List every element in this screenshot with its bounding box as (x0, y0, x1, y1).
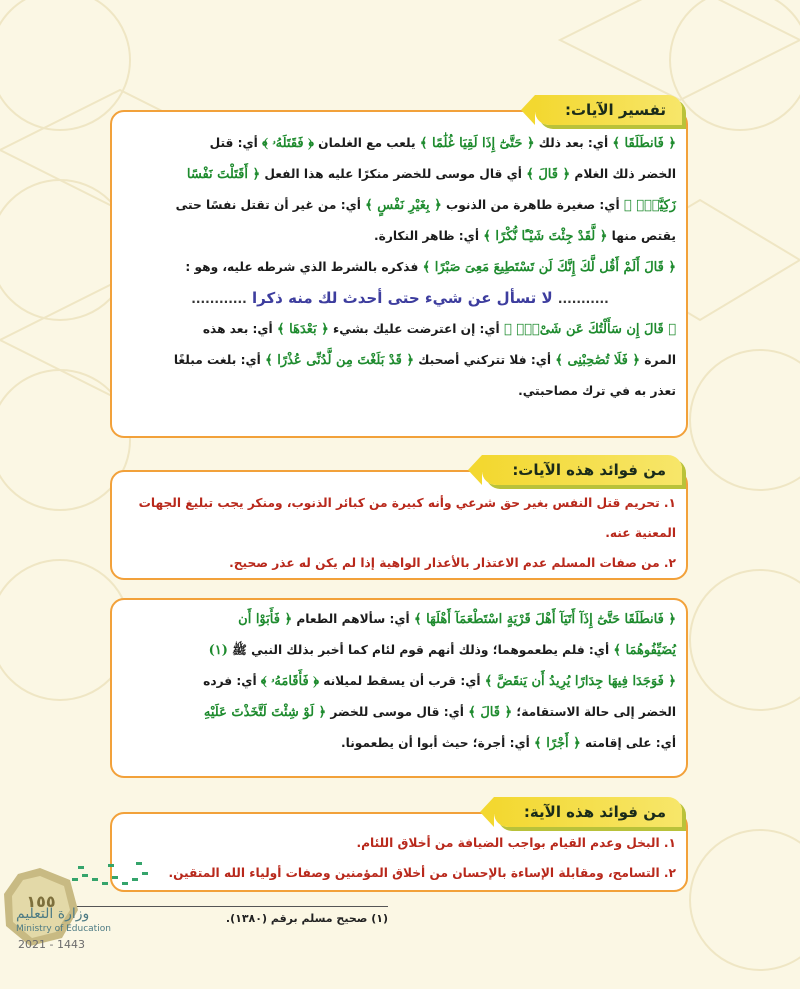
text-line (124, 159, 676, 190)
text-fragment: ٢. من صفات المسلم عدم الاعتذار بالأعذار الواهية إذا لم يكن له عذر صحيح. (229, 556, 676, 570)
text-line (124, 666, 676, 697)
ayah-fragment: ﴿ فَانطَلَقَا ﴾ (612, 136, 676, 151)
benefits-text-1 (124, 488, 676, 578)
text-fragment: لا تسأل عن شيء حتى أحدث لك منه ذكرا (246, 289, 558, 307)
text-line (124, 376, 676, 406)
ministry-name-en: Ministry of Education (16, 924, 111, 934)
text-fragment: تعذر به في ترك مصاحبتي. (518, 384, 676, 398)
text-fragment: الخضر إلى حالة الاستقامة؛ (512, 705, 676, 719)
ayah-fragment: ﴿ أَجْرًا ﴾ (534, 736, 581, 751)
ayah-fragment: ﴿ قَالَ إِن سَأَلْتُكَ عَن شَىْءٍۭ ﴾ (503, 322, 676, 337)
text-fragment: أي: ظاهر النكارة. (374, 229, 484, 243)
text-fragment: أي: سألاهم الطعام (292, 612, 414, 626)
text-line (124, 604, 676, 635)
text-fragment: أي: على إقامته (580, 736, 676, 750)
text-fragment: يقتص منها (607, 229, 676, 243)
text-fragment: أي: قتل (209, 136, 263, 150)
text-line (124, 190, 676, 221)
ayah-fragment: ﴿ فَلَا تُصَٰحِبْنِى ﴾ (555, 353, 641, 368)
text-fragment: أي: بعد ذلك (534, 136, 613, 150)
text-fragment: ........... (557, 292, 609, 306)
text-fragment: أي: صغيرة طاهرة من الذنوب (441, 198, 624, 212)
section-title-benefits-1: من فوائد هذه الآيات: (482, 455, 682, 485)
page-number: ١٥٥ (26, 892, 56, 911)
text-fragment: ١. البخل وعدم القيام بواجب الضيافة من أخلاق اللئام. (356, 836, 676, 850)
text-fragment: أي: فلم يطعموهما؛ وذلك أنهم قوم لئام كما أخبر بذلك النبي ﷺ (227, 643, 614, 657)
ayah-fragment: ﴿ أَقَتَلْتَ نَفْسًا (186, 167, 261, 182)
text-line (124, 518, 676, 548)
text-line (124, 221, 676, 252)
text-fragment: المرة (640, 353, 676, 367)
text-fragment: أي: أجرة؛ حيث أبوا أن يطعمونا. (341, 736, 535, 750)
text-fragment: الخضر ذلك الغلام (570, 167, 676, 181)
ayah-fragment: ﴿ فَوَجَدَا فِيهَا جِدَارًا يُرِيدُ أَن يَنقَضَّ ﴾ (484, 674, 676, 689)
text-fragment: أي: فلا تتركني أصحبك (414, 353, 556, 367)
ayah-fragment: ﴿ فَأَبَوْا أَن (238, 612, 293, 627)
text-line (124, 635, 676, 666)
text-line (124, 283, 676, 314)
edition-year: 2021 - 1443 (18, 938, 85, 951)
text-line (124, 345, 676, 376)
ministry-name-ar: وزارة التعليم (16, 906, 90, 922)
ayah-fragment: ﴿ لَوْ شِئْتَ لَتَّخَذْتَ عَلَيْهِ (203, 705, 327, 720)
text-fragment: (١) (208, 643, 228, 658)
text-fragment: أي: من غير أن تقتل نفسًا حتى (175, 198, 366, 212)
ayah-fragment: ﴿ فَقَتَلَهُۥ ﴾ (262, 136, 314, 151)
ayah-fragment: ﴿ قَالَ أَلَمْ أَقُل لَّكَ إِنَّكَ لَن تَسْتَطِيعَ مَعِىَ صَبْرًا ﴾ (422, 260, 676, 275)
ayah-fragment: ﴿ قَالَ ﴾ (526, 167, 571, 182)
text-fragment: أي: بعد هذه (202, 322, 277, 336)
text-fragment: أي قال موسى للخضر منكرًا عليه هذا الفعل (260, 167, 527, 181)
text-fragment: ............ (191, 292, 247, 306)
footnote: (١) صحيح مسلم برقم (١٣٨٠). (225, 912, 388, 925)
text-fragment: المعنية عنه. (605, 526, 676, 540)
text-line (124, 488, 676, 518)
text-fragment: يلعب مع الغلمان (313, 136, 420, 150)
ayah-fragment: ﴿ لَّقَدْ جِئْتَ شَيْـًٔا نُّكْرًا ﴾ (483, 229, 608, 244)
text-fragment: ٢. التسامح، ومقابلة الإساءة بالإحسان من أخلاق المؤمنين وصفات أولياء الله المتقين. (168, 866, 676, 880)
ayah-fragment: يُضَيِّفُوهُمَا ﴾ (613, 643, 676, 658)
text-fragment: أي: فرده (203, 674, 261, 688)
text-line (124, 697, 676, 728)
section-title-tafsir: تفسير الآيات: (535, 95, 682, 125)
text-fragment: أي: إن اعترضت عليك بشيء (328, 322, 504, 336)
text-line (124, 728, 676, 759)
section-title-benefits-2: من فوائد هذه الآية: (494, 797, 682, 827)
text-line (124, 858, 676, 888)
ayah-fragment: ﴿ بِغَيْرِ نَفْسٍ ﴾ (365, 198, 442, 213)
ayah-fragment: زَكِيَّةًۢ ﴾ (623, 198, 676, 213)
ayah-fragment: ﴿ فَأَقَامَهُۥ ﴾ (260, 674, 319, 689)
text-fragment: أي: قرب أن يسقط لميلانه (318, 674, 485, 688)
ayah-fragment: ﴿ قَالَ ﴾ (468, 705, 513, 720)
ayah-fragment: ﴿ فَانطَلَقَا حَتَّىٰٓ إِذَآ أَتَيَآ أَهْلَ قَرْيَةٍ اسْتَطْعَمَآ أَهْلَهَا ﴾ (413, 612, 676, 627)
text-line (124, 314, 676, 345)
benefits-text-2 (124, 828, 676, 888)
text-line (124, 252, 676, 283)
ayah-fragment: ﴿ قَدْ بَلَغْتَ مِن لَّدُنِّى عُذْرًا ﴾ (265, 353, 415, 368)
text-fragment: فذكره بالشرط الذي شرطه عليه، وهو : (185, 260, 423, 274)
ayah-fragment: ﴿ بَعْدَهَا ﴾ (276, 322, 329, 337)
tafsir-text-1 (124, 128, 676, 406)
text-line (124, 828, 676, 858)
text-fragment: ١. تحريم قتل النفس بغير حق شرعي وأنه كبيرة من كبائر الذنوب، ومنكر يجب تبليغ الجهات (138, 496, 676, 510)
text-line (124, 128, 676, 159)
tafsir-text-2 (124, 604, 676, 759)
text-line (124, 548, 676, 578)
text-fragment: أي: قال موسى للخضر (326, 705, 469, 719)
ministry-logo-area (0, 858, 170, 958)
ayah-fragment: ﴿ حَتَّىٰٓ إِذَا لَقِيَا غُلَٰمًا ﴾ (419, 136, 535, 151)
text-fragment: أي: بلغت مبلغًا (173, 353, 266, 367)
